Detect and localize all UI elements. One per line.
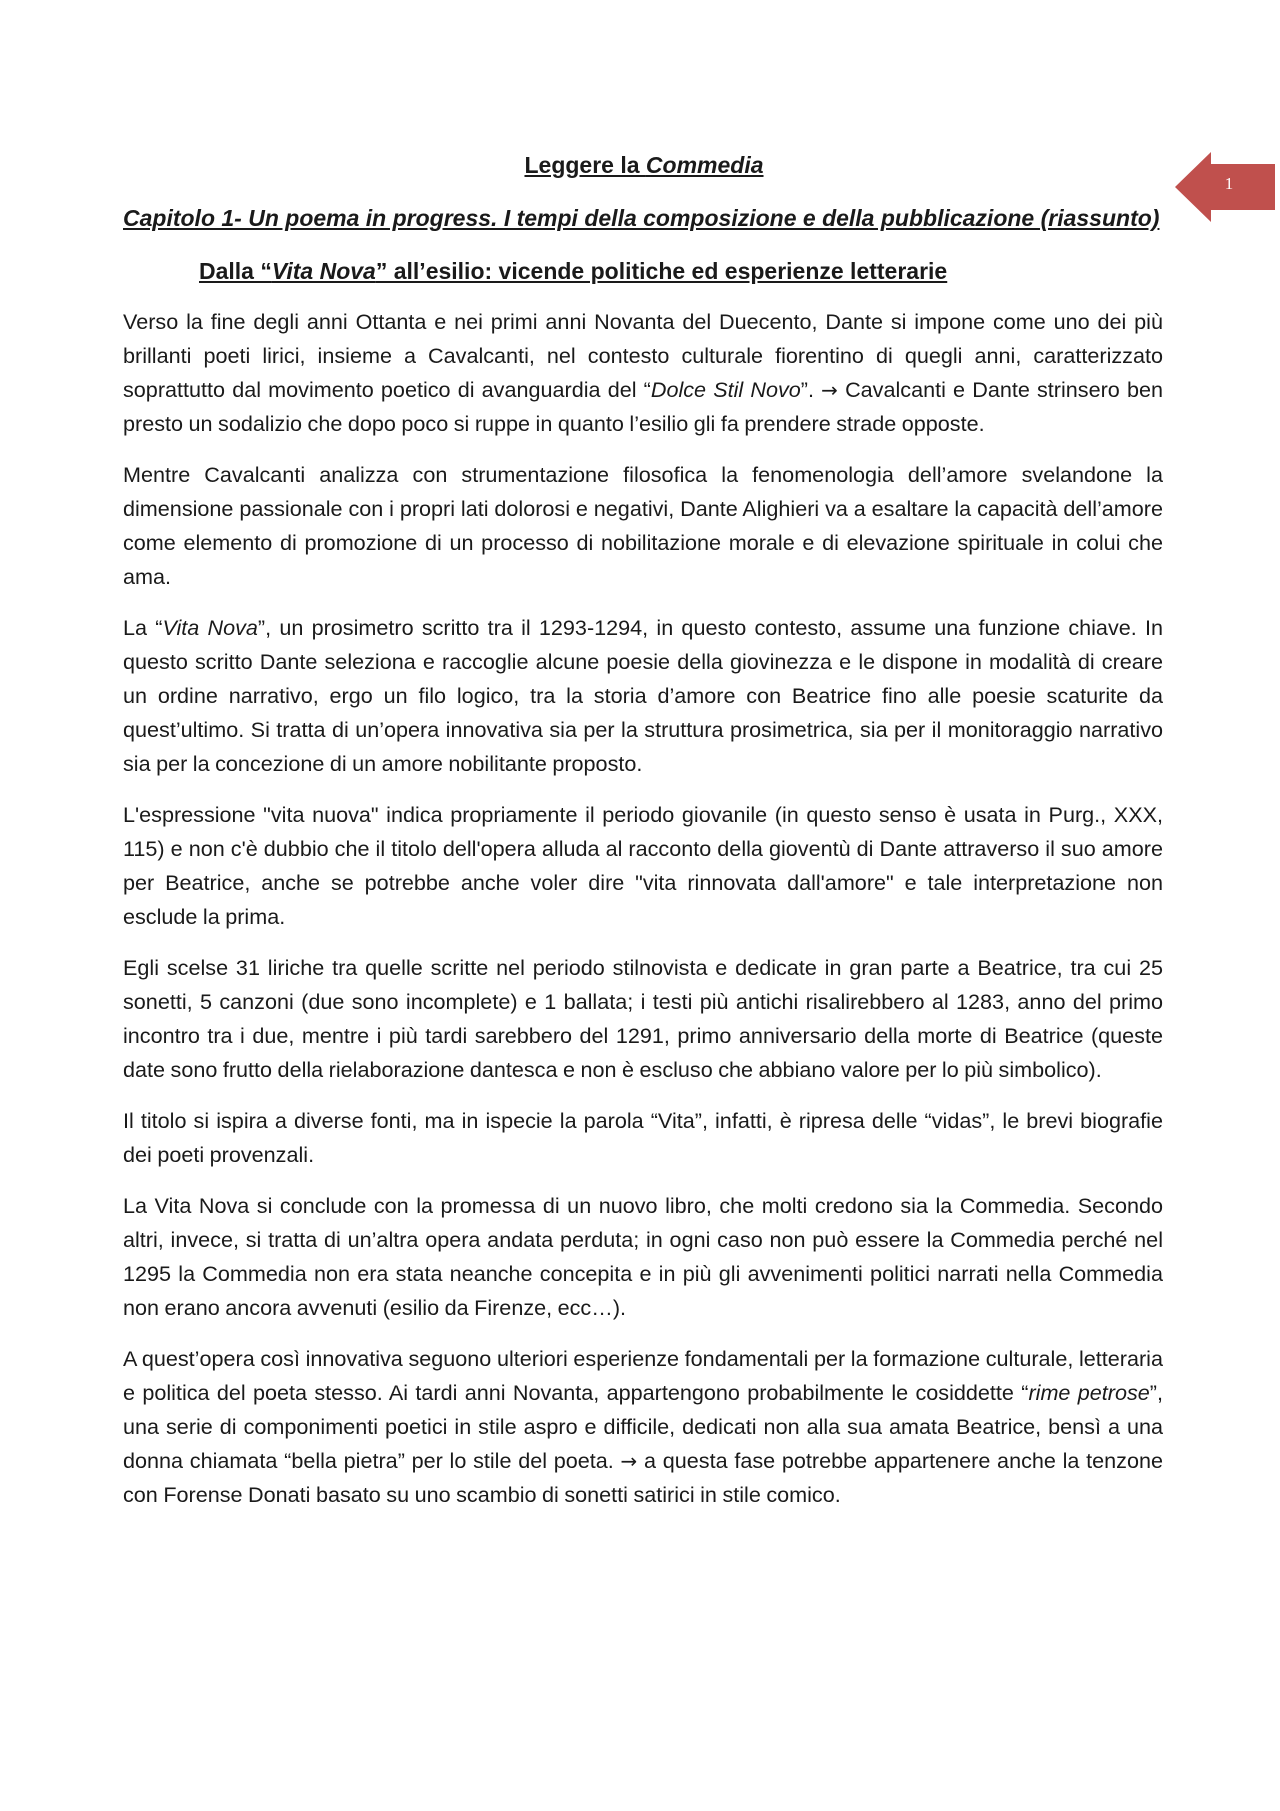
body-text <box>123 305 1163 1529</box>
section-heading: Dalla “Vita Nova” all’esilio: vicende politiche ed esperienze letterarie <box>199 258 948 284</box>
title-italic: Commedia <box>645 152 764 178</box>
paragraph-5: Egli scelse 31 liriche tra quelle scritte nel periodo stilnovista e dedicate in gran parte a Beatrice, tra cui 25 sonetti, 5 canzoni (due sono incomplete) e 1 ballata; i testi più antichi risalirebbero al 1283, anno del primo incontro tra i due, mentre i più tardi sarebbero del 1291, primo anniversario della morte di Beatrice (queste date sono frutto della rielaborazione dantesca e non è escluso che abbiano valore per lo più simbolico). <box>123 955 1163 1082</box>
section-italic: Vita Nova <box>271 258 376 284</box>
paragraph-8: A quest’opera così innovativa seguono ulteriori esperienze fondamentali per la formazione culturale, letteraria e politica del poeta stesso. Ai tardi anni Novanta, appartengono probabilmente le cosiddette “rime petrose”, una serie di componimenti poetici in stile aspro e difficile, dedicati non alla sua amata Beatrice, bensì a una donna chiamata “bella pietra” per lo stile del poeta. → a questa fase potrebbe appartenere anche la tenzone con Forense Donati basato su uno scambio di sonetti satirici in stile comico. <box>123 1346 1164 1507</box>
paragraph-6: Il titolo si ispira a diverse fonti, ma in ispecie la parola “Vita”, infatti, è ripresa delle “vidas”, le brevi biografie dei poeti provenzali. <box>123 1108 1163 1167</box>
chapter-heading: Capitolo 1- Un poema in progress. I tempi della composizione e della pubblicazione (riassunto) <box>123 205 1160 231</box>
right-arrow-icon: → <box>821 378 838 402</box>
title-prefix: Leggere la <box>524 152 646 178</box>
paragraph-2: Mentre Cavalcanti analizza con strumentazione filosofica la fenomenologia dell’amore svelandone la dimensione passionale con i propri lati dolorosi e negativi, Dante Alighieri va a esaltare la capacità dell’amore come elemento di promozione di un processo di nobilitazione morale e di elevazione spirituale in colui che ama. <box>123 462 1163 589</box>
document-title <box>0 152 1280 179</box>
paragraph-1: Verso la fine degli anni Ottanta e nei primi anni Novanta del Duecento, Dante si impone come uno dei più brillanti poeti lirici, insieme a Cavalcanti, nel contesto culturale fiorentino di quegli anni, caratterizzato soprattutto dal movimento poetico di avanguardia del “Dolce Stil Novo”. → Cavalcanti e Dante strinsero ben presto un sodalizio che dopo poco si ruppe in quanto l’esilio gli fa prendere strade opposte. <box>123 309 1163 436</box>
paragraph-3: La “Vita Nova”, un prosimetro scritto tra il 1293-1294, in questo contesto, assume una funzione chiave. In questo scritto Dante seleziona e raccoglie alcune poesie della giovinezza e le dispone in modalità di creare un ordine narrativo, ergo un filo logico, tra la storia d’amore con Beatrice fino alle poesie scaturite da quest’ultimo. Si tratta di un’opera innovativa sia per la struttura prosimetrica, sia per il monitoraggio narrativo sia per la concezione di un amore nobilitante proposto. <box>123 615 1163 776</box>
paragraph-4: L'espressione "vita nuova" indica propriamente il periodo giovanile (in questo senso è usata in Purg., XXX, 115) e non c'è dubbio che il titolo dell'opera alluda al racconto della gioventù di Dante attraverso il suo amore per Beatrice, anche se potrebbe anche voler dire "vita rinnovata dall'amore" e tale interpretazione non esclude la prima. <box>123 802 1163 929</box>
page-number: 1 <box>1224 174 1234 193</box>
right-arrow-icon: → <box>620 1449 638 1473</box>
paragraph-7: La Vita Nova si conclude con la promessa di un nuovo libro, che molti credono sia la Commedia. Secondo altri, invece, si tratta di un’altra opera andata perduta; in ogni caso non può essere la Commedia perché nel 1295 la Commedia non era stata neanche concepita e in più gli avvenimenti politici narrati nella Commedia non erano ancora avvenuti (esilio da Firenze, ecc…). <box>123 1193 1163 1320</box>
